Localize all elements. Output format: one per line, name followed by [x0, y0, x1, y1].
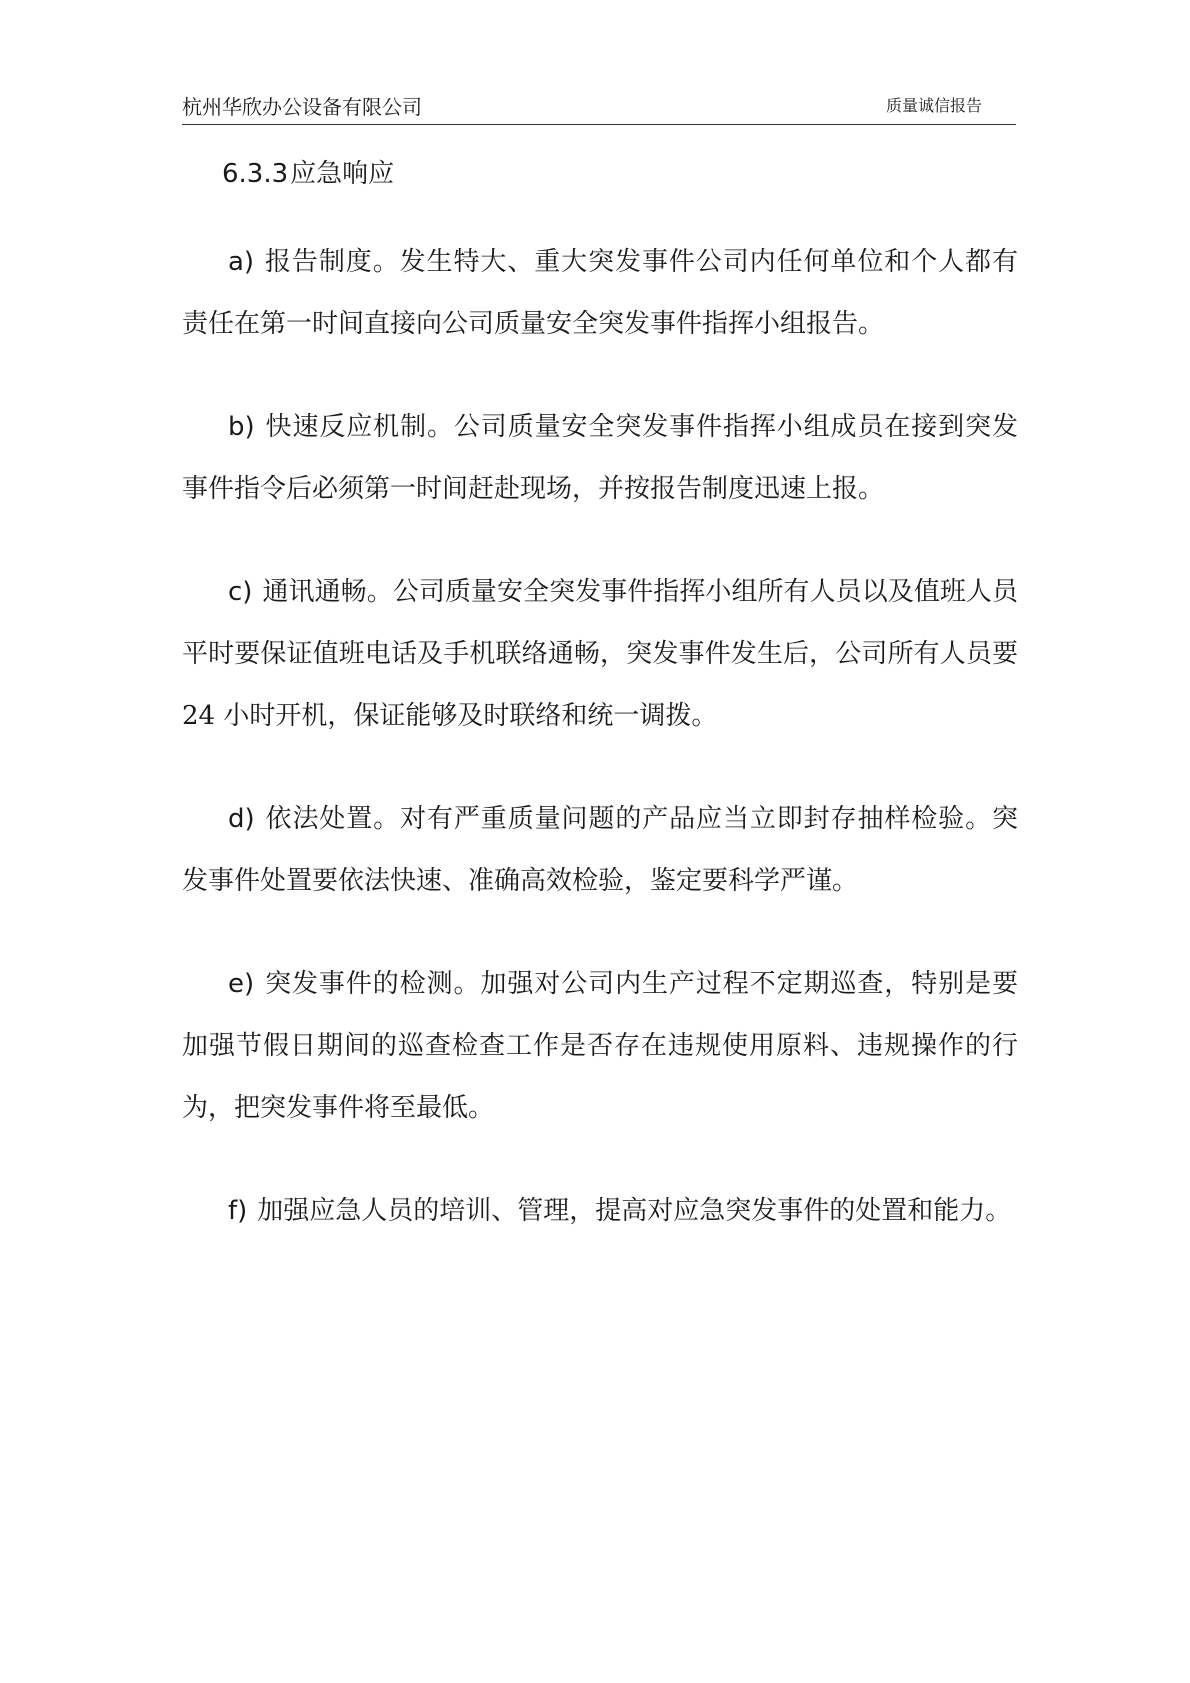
header-company-name: 杭州华欣办公设备有限公司 [182, 95, 422, 119]
section-number: 6.3.3 [222, 159, 289, 189]
paragraph-label: f) [228, 1196, 248, 1226]
page-header [182, 88, 1016, 125]
paragraph-a [182, 231, 1018, 355]
document-body [182, 148, 1018, 1268]
paragraph-text: 通讯通畅。公司质量安全突发事件指挥小组所有人员以及值班人员平时要保证值班电话及手机联络通畅，突发事件发生后，公司所有人员要 24 小时开机，保证能够及时联络和统一调拨。 [182, 577, 1018, 731]
paragraph-text: 加强应急人员的培训、管理，提高对应急突发事件的处置和能力。 [257, 1196, 1012, 1226]
header-report-title: 质量诚信报告 [885, 96, 982, 115]
paragraph-f [182, 1180, 1018, 1242]
paragraph-c [182, 561, 1018, 747]
paragraph-label: a) [228, 247, 255, 277]
section-title: 应急响应 [290, 159, 395, 189]
paragraph-text: 快速反应机制。公司质量安全突发事件指挥小组成员在接到突发事件指令后必须第一时间赶赴现场，并按报告制度迅速上报。 [182, 412, 1018, 504]
paragraph-b [182, 396, 1018, 520]
paragraph-text: 报告制度。发生特大、重大突发事件公司内任何单位和个人都有责任在第一时间直接向公司质量安全突发事件指挥小组报告。 [182, 247, 1018, 339]
paragraph-label: b) [228, 412, 255, 442]
paragraph-e [182, 953, 1018, 1139]
paragraph-label: c) [228, 577, 253, 607]
paragraph-d [182, 788, 1018, 912]
paragraph-text: 突发事件的检测。加强对公司内生产过程不定期巡查，特别是要加强节假日期间的巡查检查工作是否存在违规使用原料、违规操作的行为，把突发事件将至最低。 [182, 969, 1018, 1123]
paragraph-text: 依法处置。对有严重质量问题的产品应当立即封存抽样检验。突发事件处置要依法快速、准确高效检验，鉴定要科学严谨。 [182, 804, 1018, 896]
paragraph-label: d) [228, 804, 255, 834]
section-heading [222, 158, 1018, 190]
paragraph-label: e) [228, 969, 255, 999]
